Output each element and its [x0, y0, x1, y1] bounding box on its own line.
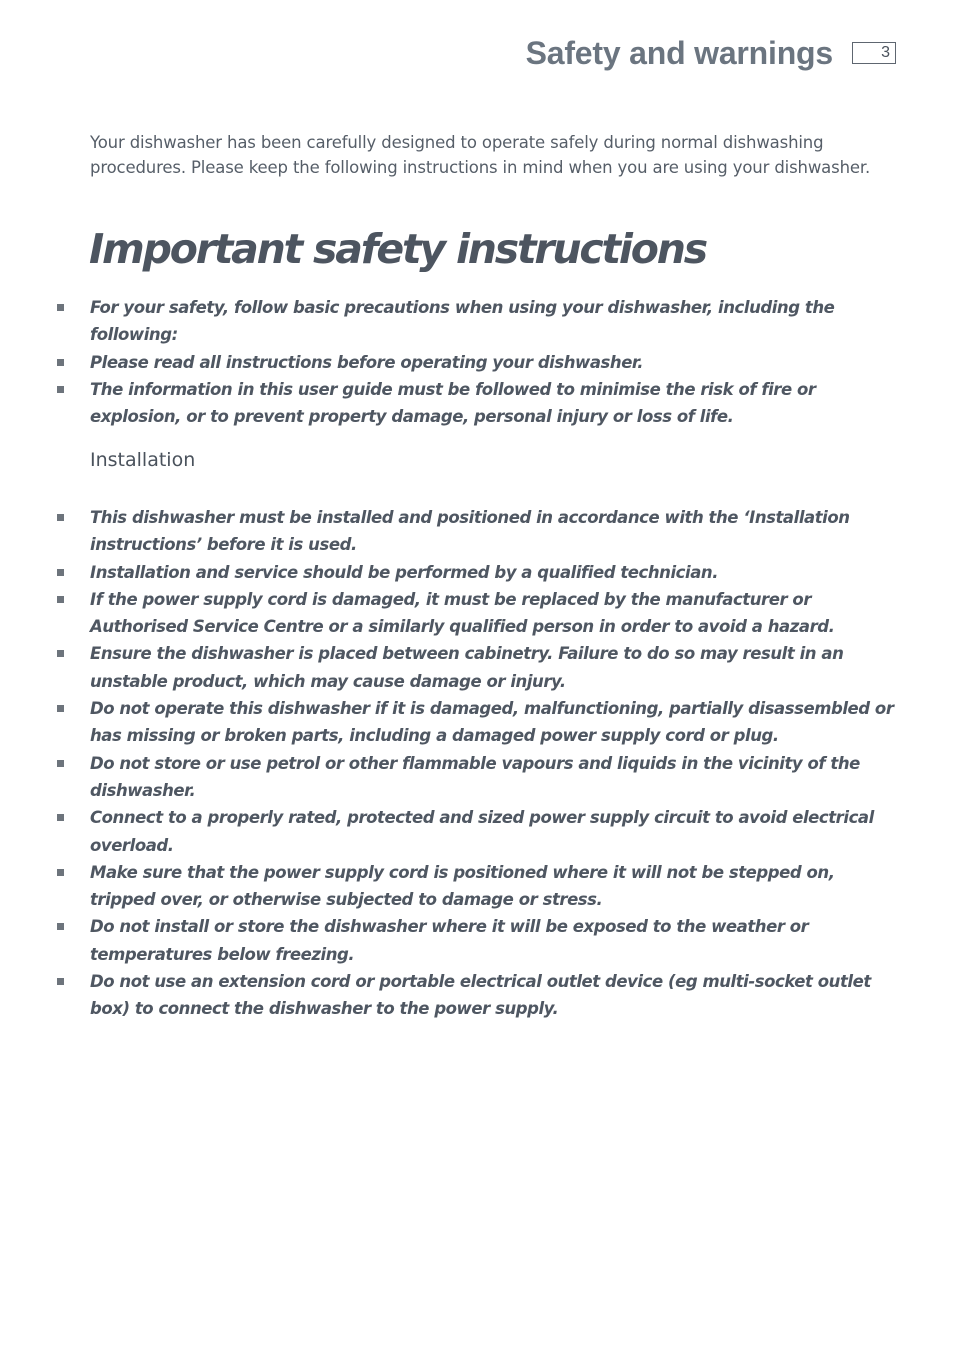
list-item [0, 586, 954, 641]
list-item [0, 559, 954, 586]
list-item-text: Ensure the dishwasher is placed between cabinetry. Failure to do so may result in an unstable product, which may cause damage or injury. [90, 644, 844, 691]
list-item [0, 695, 954, 750]
bullet-icon [57, 760, 64, 767]
list-item-text: Connect to a properly rated, protected and sized power supply circuit to avoid electrical overload. [90, 808, 874, 855]
bullet-icon [57, 650, 64, 657]
list-item-text: Do not operate this dishwasher if it is damaged, malfunctioning, partially disassembled or has missing or broken parts, including a damaged power supply cord or plug. [90, 699, 894, 746]
bullet-icon [57, 514, 64, 521]
general-safety-list [0, 294, 954, 430]
list-item [0, 376, 954, 431]
list-item-text: Installation and service should be performed by a qualified technician. [90, 562, 719, 582]
list-item [0, 294, 954, 349]
bullet-icon [57, 705, 64, 712]
page-header [526, 34, 896, 72]
bullet-icon [57, 869, 64, 876]
bullet-icon [57, 359, 64, 366]
list-item-text: Do not store or use petrol or other flammable vapours and liquids in the vicinity of the dishwasher. [90, 753, 860, 800]
bullet-icon [57, 569, 64, 576]
list-item-text: If the power supply cord is damaged, it must be replaced by the manufacturer or Authorised Service Centre or a similarly qualified person in order to avoid a hazard. [90, 589, 835, 637]
list-item-text: Please read all instructions before operating your dishwasher. [90, 352, 644, 372]
list-item [0, 640, 954, 695]
bullet-icon [57, 978, 64, 985]
bullet-icon [57, 304, 64, 311]
main-heading: Important safety instructions [89, 225, 706, 273]
list-item [0, 859, 954, 914]
list-item-text: Make sure that the power supply cord is positioned where it will not be stepped on, tripped over, or otherwise subjected to damage or stress. [90, 862, 835, 910]
intro-paragraph: Your dishwasher has been carefully designed to operate safely during normal dishwashing procedures. Please keep the following instructions in mind when you are using your dishwasher. [90, 133, 871, 177]
list-item [0, 750, 954, 805]
list-item-text: Do not install or store the dishwasher where it will be exposed to the weather or temperatures below freezing. [90, 917, 809, 964]
list-item-text: For your safety, follow basic precautions when using your dishwasher, including the following: [90, 298, 835, 345]
list-item [0, 913, 954, 968]
list-item [0, 504, 954, 559]
bullet-icon [57, 386, 64, 393]
installation-list [0, 504, 954, 1023]
bullet-icon [57, 596, 64, 603]
installation-heading: Installation [90, 449, 196, 471]
bullet-icon [57, 923, 64, 930]
page-number: 3 [852, 42, 896, 64]
list-item [0, 804, 954, 859]
list-item-text: Do not use an extension cord or portable electrical outlet device (eg multi-socket outlet box) to connect the dishwasher to the power supply. [90, 972, 871, 1019]
list-item-text: This dishwasher must be installed and positioned in accordance with the ‘Installation instructions’ before it is used. [90, 508, 850, 555]
bullet-icon [57, 814, 64, 821]
list-item [0, 968, 954, 1023]
section-title: Safety and warnings [525, 35, 833, 71]
list-item [0, 349, 954, 376]
list-item-text: The information in this user guide must be followed to minimise the risk of fire or explosion, or to prevent property damage, personal injury or loss of life. [90, 379, 816, 427]
